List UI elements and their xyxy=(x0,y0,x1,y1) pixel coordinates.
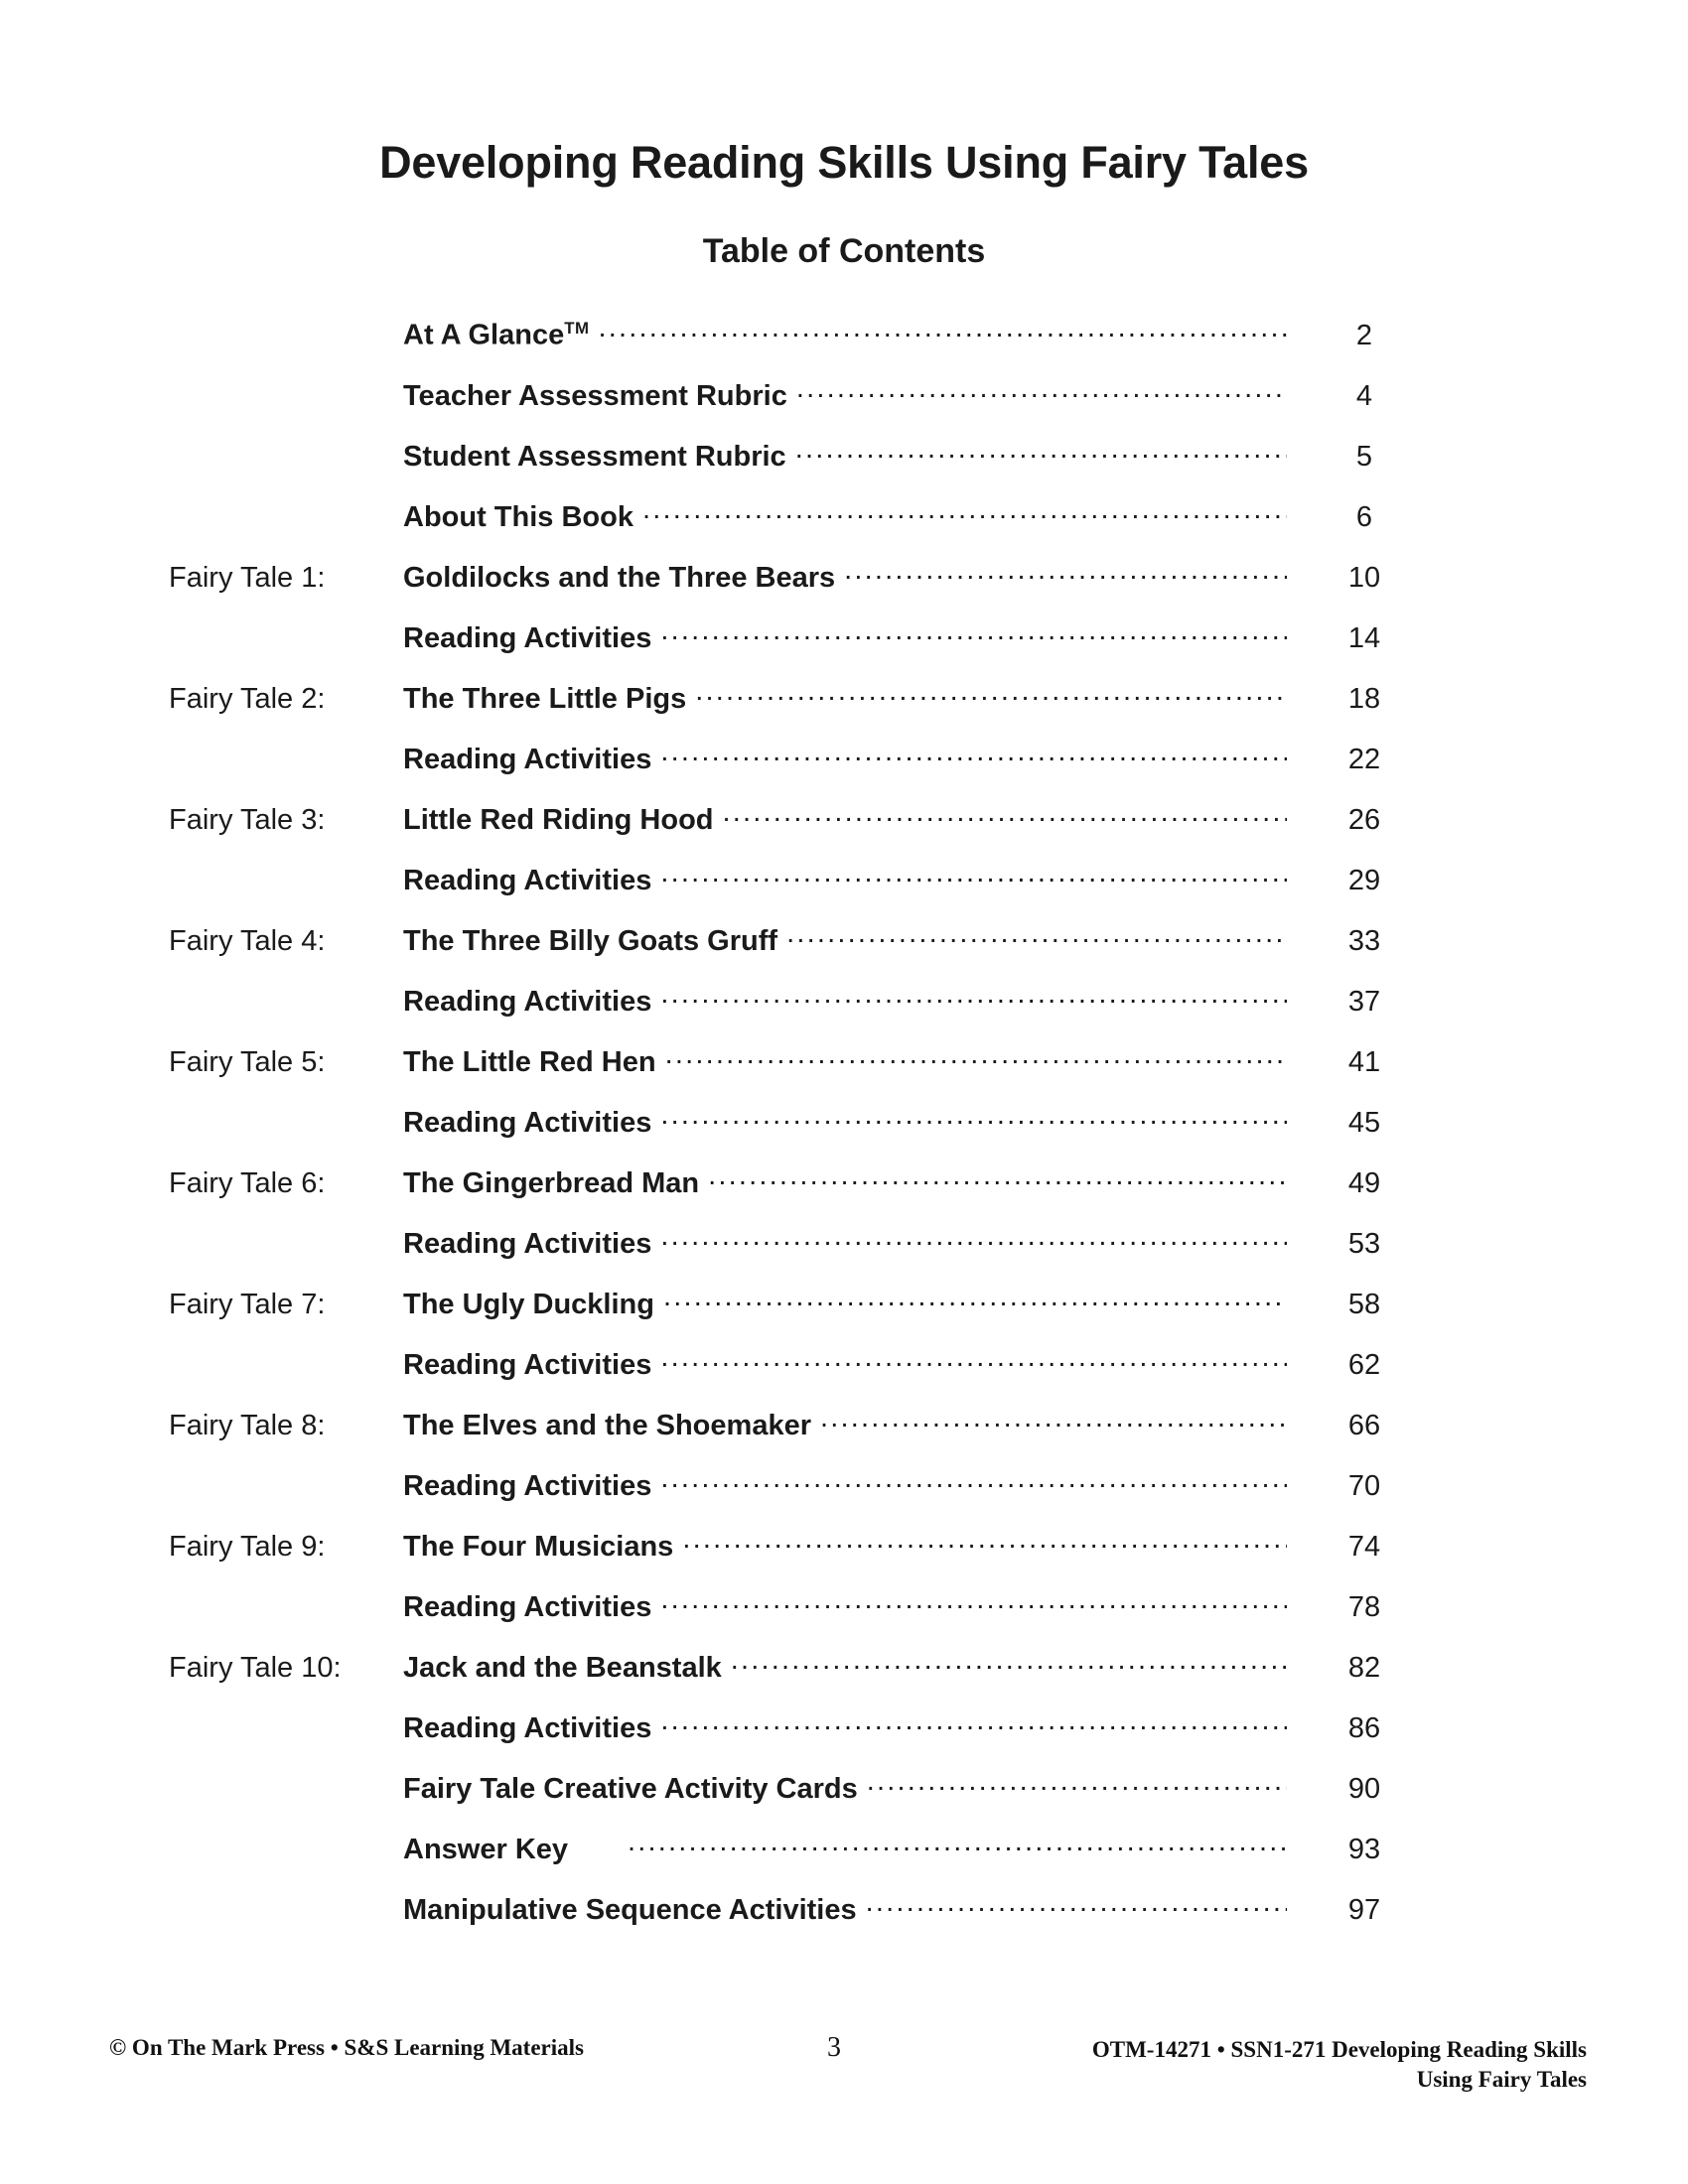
dot-leader xyxy=(660,1587,1287,1616)
toc-row-page-number: 22 xyxy=(1347,744,1381,775)
dot-leader xyxy=(867,1769,1287,1798)
dot-leader xyxy=(660,982,1287,1011)
dot-leader xyxy=(660,740,1287,768)
toc-row[interactable] xyxy=(169,1224,1420,1285)
toc-row-page-number: 74 xyxy=(1347,1531,1381,1563)
toc-row-title-text: Answer Key xyxy=(403,1834,569,1865)
toc-row-label: Fairy Tale 8: xyxy=(169,1410,326,1441)
toc-row-page-number: 18 xyxy=(1347,683,1381,715)
toc-row[interactable] xyxy=(169,1285,1420,1345)
toc-row-page-number: 66 xyxy=(1347,1410,1381,1441)
toc-row-title xyxy=(403,986,660,1019)
toc-row-title xyxy=(403,1167,708,1200)
page-subtitle: Table of Contents xyxy=(702,232,986,271)
toc-row-title-text: The Little Red Hen xyxy=(403,1046,656,1078)
toc-row-title-text: Reading Activities xyxy=(403,1712,652,1744)
footer-product-code xyxy=(1092,2035,1587,2095)
dot-leader xyxy=(665,1042,1287,1071)
toc-row[interactable] xyxy=(169,1042,1420,1103)
page-footer xyxy=(0,2032,1688,2115)
toc-row-page-number: 2 xyxy=(1355,320,1373,351)
toc-row-title-text: The Three Little Pigs xyxy=(403,683,687,715)
toc-row-title-text: The Gingerbread Man xyxy=(403,1167,700,1199)
toc-row-title xyxy=(403,319,599,352)
toc-row-title-text: Reading Activities xyxy=(403,744,652,775)
toc-row-title xyxy=(403,1289,663,1321)
toc-row-label: Fairy Tale 6: xyxy=(169,1167,326,1199)
toc-row-title-text: The Ugly Duckling xyxy=(403,1289,654,1320)
dot-leader xyxy=(786,921,1287,950)
toc-row-title-text: Reading Activities xyxy=(403,986,652,1018)
toc-row-title-text: The Three Billy Goats Gruff xyxy=(403,925,778,957)
toc-row[interactable] xyxy=(169,1163,1420,1224)
trademark-mark: TM xyxy=(564,319,590,339)
toc-row-title xyxy=(403,683,695,716)
toc-row[interactable] xyxy=(169,921,1420,982)
toc-row-title xyxy=(403,441,795,474)
dot-leader xyxy=(660,1224,1287,1253)
toc-row-title xyxy=(403,1107,660,1140)
toc-row[interactable] xyxy=(169,861,1420,921)
toc-row-page-number: 4 xyxy=(1355,380,1373,412)
toc-row-title xyxy=(403,622,660,655)
toc-row-page-number: 93 xyxy=(1347,1834,1381,1865)
toc-row-label: Fairy Tale 1: xyxy=(169,562,326,594)
dot-leader xyxy=(599,316,1288,344)
toc-row-title xyxy=(403,925,786,958)
toc-row-page-number: 82 xyxy=(1347,1652,1381,1684)
toc-row-title xyxy=(403,1834,628,1866)
toc-row-title xyxy=(403,865,660,897)
toc-row-title-text: Reading Activities xyxy=(403,1349,652,1381)
toc-row[interactable] xyxy=(169,1345,1420,1406)
toc-row-label: Fairy Tale 4: xyxy=(169,925,326,957)
toc-row[interactable] xyxy=(169,376,1420,437)
toc-row-title-text: Reading Activities xyxy=(403,865,652,896)
toc-row-label: Fairy Tale 5: xyxy=(169,1046,326,1078)
toc-row-title-text: About This Book xyxy=(403,501,633,533)
toc-row-page-number: 45 xyxy=(1347,1107,1381,1139)
toc-row-page-number: 78 xyxy=(1347,1591,1381,1623)
toc-row-page-number: 14 xyxy=(1347,622,1381,654)
footer-product-code-line2: Using Fairy Tales xyxy=(1416,2067,1587,2092)
table-of-contents xyxy=(169,316,1420,1951)
toc-row[interactable] xyxy=(169,1587,1420,1648)
toc-row-label: Fairy Tale 10: xyxy=(169,1652,342,1684)
toc-row-title xyxy=(403,1410,820,1442)
toc-row-title-text: Manipulative Sequence Activities xyxy=(403,1894,857,1926)
toc-row-title-text: Student Assessment Rubric xyxy=(403,441,786,473)
toc-row-page-number: 97 xyxy=(1347,1894,1381,1926)
toc-row-title xyxy=(403,744,660,776)
toc-row-title xyxy=(403,1712,660,1745)
toc-row-title-text: Reading Activities xyxy=(403,1228,652,1260)
toc-row-page-number: 53 xyxy=(1347,1228,1381,1260)
toc-row-title-text: Reading Activities xyxy=(403,1107,652,1139)
toc-row[interactable] xyxy=(169,316,1420,376)
toc-row[interactable] xyxy=(169,1103,1420,1163)
toc-row-title xyxy=(403,1349,660,1382)
toc-row[interactable] xyxy=(169,618,1420,679)
toc-row-label: Fairy Tale 3: xyxy=(169,804,326,836)
dot-leader xyxy=(723,800,1287,829)
toc-row-title xyxy=(403,804,723,837)
toc-row-page-number: 29 xyxy=(1347,865,1381,896)
toc-row[interactable] xyxy=(169,982,1420,1042)
dot-leader xyxy=(660,1345,1287,1374)
toc-row-page-number: 41 xyxy=(1347,1046,1381,1078)
toc-row[interactable] xyxy=(169,437,1420,497)
dot-leader xyxy=(660,618,1287,647)
toc-row-title xyxy=(403,562,844,595)
toc-row-title xyxy=(403,1894,866,1927)
toc-row[interactable] xyxy=(169,1830,1420,1890)
toc-row[interactable] xyxy=(169,1648,1420,1708)
footer-product-code-line1: OTM-14271 • SSN1-271 Developing Reading Skills xyxy=(1091,2037,1587,2062)
toc-row-title xyxy=(403,380,796,413)
toc-row-page-number: 58 xyxy=(1347,1289,1381,1320)
toc-row[interactable] xyxy=(169,1527,1420,1587)
toc-row-page-number: 6 xyxy=(1355,501,1373,533)
toc-row[interactable] xyxy=(169,679,1420,740)
page-title: Developing Reading Skills Using Fairy Tales xyxy=(379,137,1309,189)
toc-row-page-number: 5 xyxy=(1355,441,1373,473)
toc-row[interactable] xyxy=(169,1406,1420,1466)
toc-row[interactable] xyxy=(169,1466,1420,1527)
toc-row-page-number: 49 xyxy=(1347,1167,1381,1199)
dot-leader xyxy=(708,1163,1287,1192)
toc-row-title xyxy=(403,501,642,534)
toc-row-label: Fairy Tale 7: xyxy=(169,1289,326,1320)
dot-leader xyxy=(682,1527,1287,1556)
toc-row-page-number: 86 xyxy=(1347,1712,1381,1744)
toc-row-title xyxy=(403,1591,660,1624)
toc-row-page-number: 62 xyxy=(1347,1349,1381,1381)
toc-row-page-number: 37 xyxy=(1347,986,1381,1018)
toc-row-page-number: 10 xyxy=(1347,562,1381,594)
toc-row-title-text: Goldilocks and the Three Bears xyxy=(403,562,836,594)
toc-row-title-text: At A Glance xyxy=(403,320,565,351)
dot-leader xyxy=(660,1103,1287,1132)
dot-leader xyxy=(628,1830,1287,1858)
toc-row-title xyxy=(403,1228,660,1261)
toc-row-title-text: Reading Activities xyxy=(403,1470,652,1502)
toc-row[interactable] xyxy=(169,1708,1420,1769)
dot-leader xyxy=(731,1648,1287,1677)
dot-leader xyxy=(796,376,1287,405)
toc-row-title-text: Jack and the Beanstalk xyxy=(403,1652,722,1684)
toc-row[interactable] xyxy=(169,558,1420,618)
toc-row-page-number: 33 xyxy=(1347,925,1381,957)
toc-row-label: Fairy Tale 9: xyxy=(169,1531,326,1563)
toc-row[interactable] xyxy=(169,497,1420,558)
dot-leader xyxy=(660,1708,1287,1737)
dot-leader xyxy=(866,1890,1287,1919)
dot-leader xyxy=(695,679,1287,708)
toc-row-title-text: Little Red Riding Hood xyxy=(403,804,714,836)
dot-leader xyxy=(820,1406,1287,1434)
dot-leader xyxy=(660,1466,1287,1495)
toc-row-page-number: 70 xyxy=(1347,1470,1381,1502)
dot-leader xyxy=(642,497,1287,526)
dot-leader xyxy=(795,437,1287,466)
footer-page-number: 3 xyxy=(827,2032,841,2063)
toc-row-title xyxy=(403,1046,665,1079)
toc-row-title-text: Fairy Tale Creative Activity Cards xyxy=(403,1773,858,1805)
toc-row-page-number: 90 xyxy=(1347,1773,1381,1805)
toc-row-page-number: 26 xyxy=(1347,804,1381,836)
toc-row-title-text: Reading Activities xyxy=(403,622,652,654)
toc-row[interactable] xyxy=(169,1769,1420,1830)
toc-row-title-text: Reading Activities xyxy=(403,1591,652,1623)
dot-leader xyxy=(663,1285,1287,1313)
footer-copyright: © On The Mark Press • S&S Learning Materials xyxy=(109,2035,584,2060)
toc-row-title-text: Teacher Assessment Rubric xyxy=(403,380,787,412)
toc-row-title xyxy=(403,1531,682,1564)
toc-row-title-text: The Elves and the Shoemaker xyxy=(403,1410,811,1441)
dot-leader xyxy=(660,861,1287,889)
toc-row-label: Fairy Tale 2: xyxy=(169,683,326,715)
toc-row-title xyxy=(403,1470,660,1503)
toc-row-title xyxy=(403,1652,731,1685)
toc-row-title xyxy=(403,1773,867,1806)
toc-row[interactable] xyxy=(169,740,1420,800)
toc-row-title-text: The Four Musicians xyxy=(403,1531,674,1563)
dot-leader xyxy=(844,558,1287,587)
toc-row[interactable] xyxy=(169,1890,1420,1951)
toc-row[interactable] xyxy=(169,800,1420,861)
